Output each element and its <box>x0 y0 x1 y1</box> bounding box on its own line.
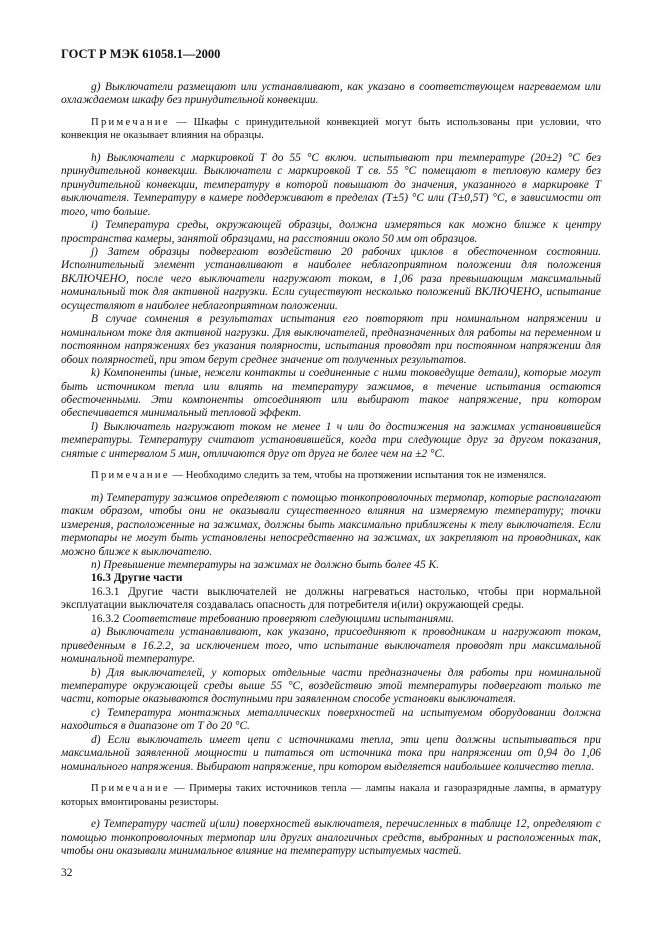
page-number: 32 <box>61 867 73 880</box>
paragraph-d: d) Если выключатель имеет цепи с источниками тепла, эти цепи должны испытываться при максимальной заявленной мощности и питаться от источника тока при напряжении от 0,94 до 1,06 номинального напряжения. Выбирают напряжение, при котором выделяется наибольшее количество тепла. <box>61 733 601 773</box>
note-label: Примечание <box>91 470 170 482</box>
document-header: ГОСТ Р МЭК 61058.1—2000 <box>61 47 221 61</box>
note-text: — Необходимо следить за тем, чтобы на протяжении испытания ток не изменялся. <box>169 470 547 482</box>
paragraph-m: m) Температуру зажимов определяют с помощью тонкопроволочных термопар, которые располагают таким образом, чтобы они не оказывали существенного влияния на измеряемую температуру; точки измерения, расположенные на зажимах, должны быть максимально приближены к телу выключателя. Если термопары не могут быть установлены непосредственно на зажимах, их закрепляют на проводниках, как можно ближе к выключателю. <box>61 491 601 558</box>
paragraph-j: j) Затем образцы подвергают воздействию 20 рабочих циклов в обесточенном состоянии. Исполнительный элемент устанавливают в наиболее неблагоприятном положении для положения ВКЛЮЧЕНО, после чего выключатели нагружают током, в 1,06 раза превышающим максимальный номинальный ток для активной нагрузки. Если существуют несколько положений ВКЛЮЧЕНО, испытание осуществляют в наиболее неблагоприятном положении. <box>61 245 601 312</box>
paragraph-a: a) Выключатели устанавливают, как указано, присоединяют к проводникам и нагружают током, приведенным в 16.2.2, за исключением того, что испытание выключателя проводят при максимальной номинальной температуре. <box>61 626 601 666</box>
paragraph-c: c) Температура монтажных металлических поверхностей на испытуемом оборудовании должна находиться в диапазоне от T до 20 °C. <box>61 706 601 733</box>
note-1 <box>61 116 601 143</box>
section-heading-16-3: 16.3 Другие части <box>91 572 183 585</box>
note-text: — Шкафы с принудительной конвекцией могут быть использованы при условии, что конвекция не оказывает влияния на образцы. <box>61 116 601 142</box>
paragraph-n: n) Превышение температуры на зажимах не должно быть более 45 K. <box>91 558 439 571</box>
paragraph-16-3-1: 16.3.1 Другие части выключателей не должны нагреваться настолько, чтобы при нормальной эксплуатации выключателя создавалась опасность для потребителя и(или) окружающей среды. <box>61 585 601 612</box>
paragraph-g: g) Выключатели размещают или устанавливают, как указано в соответствующем нагреваемом или охлаждаемом шкафу без принудительной конвекции. <box>61 81 601 107</box>
note-label: Примечание <box>91 116 170 128</box>
note-2 <box>61 469 601 482</box>
note-text: — Примеры таких источников тепла — лампы накала и газоразрядные лампы, в арматуру которых вмонтированы резисторы. <box>61 783 601 808</box>
paragraph-doubt: В случае сомнения в результатах испытания его повторяют при номинальном напряжении и номинальном токе для активной нагрузки. Для выключателей, предназначенных для работы на переменном и постоянном напряжениях без указания полярности, испытания проводят при постоянном напряжении для обоих полярностей, при этом берут среднее значение от полученных результатов. <box>61 313 601 366</box>
paragraph-16-3-2 <box>61 613 601 626</box>
paragraph-i: i) Температура среды, окружающей образцы, должна измеряться как можно ближе к центру пространства камеры, занятой образцами, на расстоянии около 50 мм от образцов. <box>61 219 601 245</box>
paragraph-l: l) Выключатель нагружают током не менее 1 ч или до достижения на зажимах установившейся температуры. Температуру считают установившейся, когда три следующие друг за другом показания, снятые с интервалом 5 мин, отличаются друг от друга не более чем на ±2 °C. <box>61 420 601 460</box>
document-body <box>61 81 601 880</box>
clause-text: Соответствие требованию проверяют следующими испытаниями. <box>122 612 455 625</box>
paragraph-k: k) Компоненты (иные, нежели контакты и соединенные с ними токоведущие детали), которые могут быть источником тепла или влиять на температуру зажимов, в течение испытания остаются обесточенными. Эти компоненты отсоединяют или выбирают такое напряжение, при котором обеспечивается минимальный тепловой эффект. <box>61 367 601 420</box>
paragraph-h: h) Выключатели с маркировкой T до 55 °C включ. испытывают при температуре (20±2) °C без принудительной конвекции. Выключатели с маркировкой T св. 55 °C помещают в тепловую камеру без принудительной конвекции, температуру в которой повышают до значения, указанного в маркировке T выключателя. Температуру в камере поддерживают в пределах (T±5) °C или (T±0,5T) °C, в зависимости от того, что больше. <box>61 151 601 218</box>
note-3 <box>61 782 601 809</box>
paragraph-e: e) Температуру частей и(или) поверхностей выключателя, перечисленных в таблице 12, определяют с помощью тонкопроволочных термопар или других аналогичных средств, выбранных и расположенных так, чтобы они оказывали минимальное влияние на температуру испытуемых частей. <box>61 818 601 858</box>
paragraph-b: b) Для выключателей, у которых отдельные части предназначены для работы при номинальной температуре окружающей среды выше 55 °C, воздействию этой температуры подвергают только те части, которые оказываются доступными при заявленном способе установки выключателя. <box>61 666 601 706</box>
clause-number: 16.3.2 <box>91 612 120 625</box>
note-label: Примечание <box>91 783 170 795</box>
